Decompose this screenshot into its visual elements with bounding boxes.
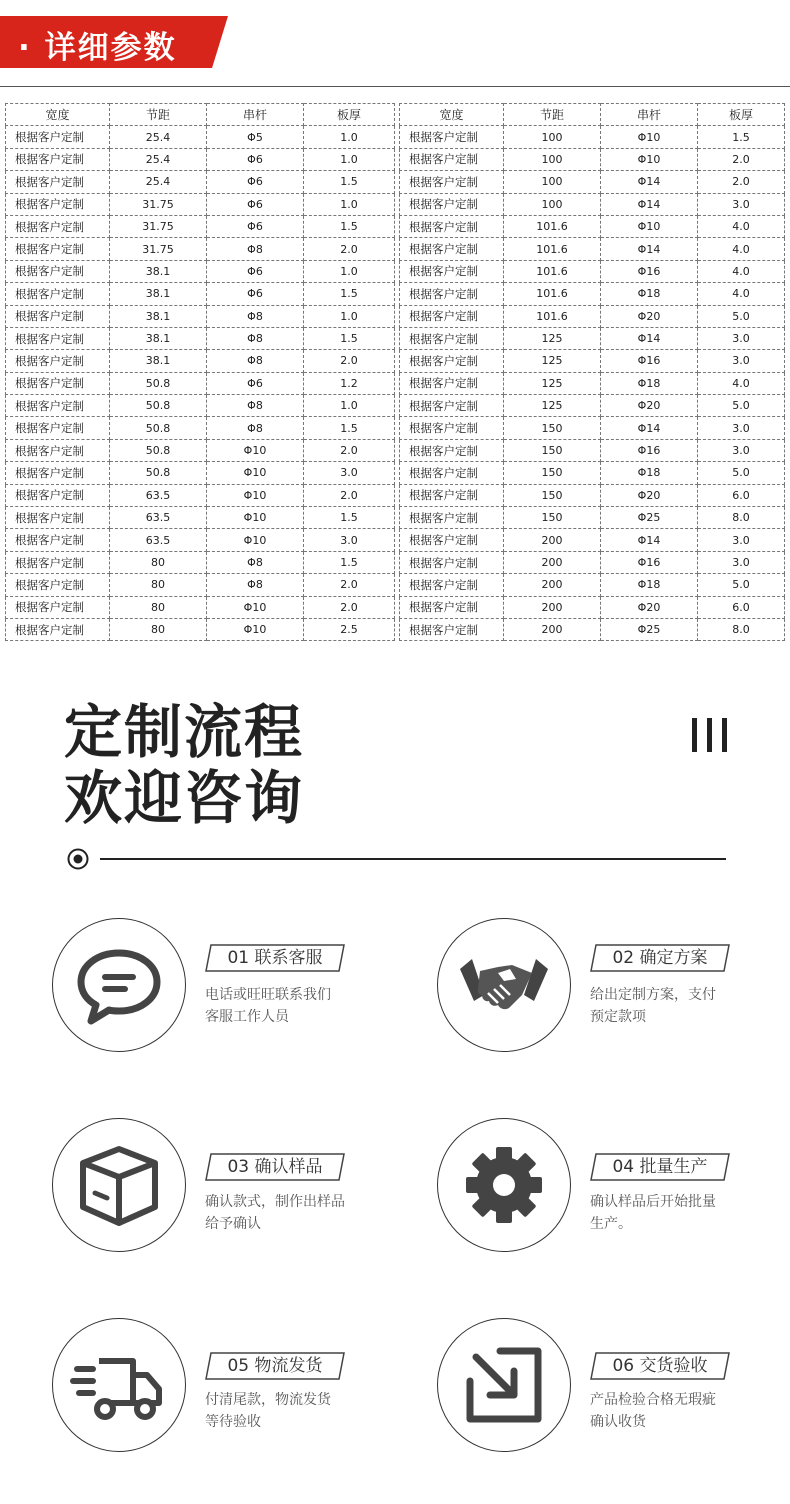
process-title-line2: 欢迎咨询 (64, 764, 305, 832)
cell-width: 根据客户定制 (400, 439, 504, 461)
cell-rod: Φ16 (601, 551, 698, 573)
cell-thickness: 3.0 (698, 439, 785, 461)
cell-pitch: 38.1 (110, 283, 207, 305)
cell-pitch: 125 (504, 327, 601, 349)
cell-thickness: 2.0 (698, 148, 785, 170)
cell-pitch: 63.5 (110, 529, 207, 551)
cell-width: 根据客户定制 (6, 417, 110, 439)
cell-width: 根据客户定制 (6, 507, 110, 529)
step-5-desc-line1: 付清尾款，物流发货 (205, 1392, 331, 1408)
table-row (6, 238, 395, 260)
step-6-label: 06 交货验收 (612, 1356, 708, 1376)
cell-pitch: 200 (504, 618, 601, 640)
cell-pitch: 25.4 (110, 126, 207, 148)
cell-width: 根据客户定制 (6, 238, 110, 260)
cell-pitch: 125 (504, 372, 601, 394)
step-4-label-box (590, 1153, 730, 1181)
table-row (400, 372, 785, 394)
table-row (6, 574, 395, 596)
cell-pitch: 38.1 (110, 350, 207, 372)
table-row (6, 126, 395, 148)
cell-rod: Φ20 (601, 395, 698, 417)
table-row (400, 618, 785, 640)
cell-rod: Φ18 (601, 462, 698, 484)
step-1-icon-circle (52, 918, 186, 1052)
cell-pitch: 50.8 (110, 439, 207, 461)
table-row (6, 596, 395, 618)
cell-width: 根据客户定制 (400, 574, 504, 596)
table-row (6, 283, 395, 305)
step-3-description (205, 1191, 375, 1235)
cell-thickness: 1.5 (304, 327, 395, 349)
cell-pitch: 80 (110, 551, 207, 573)
step-5-desc-line2: 等待验收 (205, 1414, 261, 1430)
gear-icon (454, 1135, 554, 1235)
cell-rod: Φ16 (601, 350, 698, 372)
cell-pitch: 125 (504, 350, 601, 372)
cell-width: 根据客户定制 (6, 551, 110, 573)
cell-rod: Φ20 (601, 305, 698, 327)
table-row (6, 260, 395, 282)
cell-rod: Φ20 (601, 596, 698, 618)
table-row (400, 305, 785, 327)
header-rod: 串杆 (207, 104, 304, 126)
cell-width: 根据客户定制 (6, 193, 110, 215)
table-header-row (6, 104, 395, 126)
cell-rod: Φ8 (207, 417, 304, 439)
cell-thickness: 4.0 (698, 215, 785, 237)
step-3-desc-line1: 确认款式，制作出样品 (205, 1194, 345, 1210)
cell-width: 根据客户定制 (400, 618, 504, 640)
step-6-desc-line2: 确认收货 (590, 1414, 646, 1430)
step-6-desc-line1: 产品检验合格无瑕疵 (590, 1392, 716, 1408)
header-pitch: 节距 (504, 104, 601, 126)
cell-thickness: 3.0 (698, 551, 785, 573)
cell-rod: Φ6 (207, 372, 304, 394)
cell-width: 根据客户定制 (6, 305, 110, 327)
table-row (400, 148, 785, 170)
cell-thickness: 5.0 (698, 395, 785, 417)
cell-thickness: 6.0 (698, 484, 785, 506)
cell-rod: Φ6 (207, 193, 304, 215)
cell-width: 根据客户定制 (6, 126, 110, 148)
cell-width: 根据客户定制 (6, 327, 110, 349)
step-4-desc-line2: 生产。 (590, 1216, 632, 1232)
cell-thickness: 2.0 (304, 238, 395, 260)
table-row (6, 507, 395, 529)
table-row (6, 551, 395, 573)
step-1-desc-line1: 电话或旺旺联系我们 (205, 987, 331, 1003)
cell-width: 根据客户定制 (400, 126, 504, 148)
table-row (400, 417, 785, 439)
cell-rod: Φ10 (601, 215, 698, 237)
step-2-desc-line1: 给出定制方案，支付 (590, 987, 716, 1003)
cell-width: 根据客户定制 (6, 260, 110, 282)
cell-width: 根据客户定制 (400, 462, 504, 484)
cell-width: 根据客户定制 (6, 283, 110, 305)
table-row (400, 395, 785, 417)
step-3-icon-circle (52, 1118, 186, 1252)
table-row (400, 260, 785, 282)
table-row (6, 484, 395, 506)
table-row (400, 551, 785, 573)
cell-width: 根据客户定制 (6, 148, 110, 170)
cell-pitch: 25.4 (110, 148, 207, 170)
cell-width: 根据客户定制 (400, 596, 504, 618)
table-row (400, 529, 785, 551)
header-pitch: 节距 (110, 104, 207, 126)
cell-pitch: 38.1 (110, 327, 207, 349)
cell-rod: Φ14 (601, 193, 698, 215)
cell-rod: Φ6 (207, 283, 304, 305)
cell-width: 根据客户定制 (400, 238, 504, 260)
cell-pitch: 63.5 (110, 507, 207, 529)
cell-pitch: 200 (504, 574, 601, 596)
cell-pitch: 150 (504, 484, 601, 506)
cell-rod: Φ8 (207, 327, 304, 349)
cell-width: 根据客户定制 (400, 171, 504, 193)
cell-pitch: 101.6 (504, 260, 601, 282)
cell-pitch: 100 (504, 171, 601, 193)
cell-rod: Φ14 (601, 529, 698, 551)
header-thickness: 板厚 (698, 104, 785, 126)
cell-thickness: 1.5 (304, 507, 395, 529)
cell-width: 根据客户定制 (6, 215, 110, 237)
cell-thickness: 2.5 (304, 618, 395, 640)
cell-width: 根据客户定制 (6, 618, 110, 640)
cell-pitch: 50.8 (110, 417, 207, 439)
step-1-description (205, 984, 375, 1028)
cell-pitch: 101.6 (504, 215, 601, 237)
cell-width: 根据客户定制 (400, 350, 504, 372)
cell-thickness: 4.0 (698, 238, 785, 260)
table-row (6, 350, 395, 372)
step-3-label: 03 确认样品 (227, 1157, 323, 1177)
step-4-description (590, 1191, 760, 1235)
cell-width: 根据客户定制 (400, 417, 504, 439)
table-row (6, 215, 395, 237)
cell-thickness: 6.0 (698, 596, 785, 618)
cell-thickness: 1.0 (304, 148, 395, 170)
cell-rod: Φ16 (601, 260, 698, 282)
cell-thickness: 3.0 (698, 193, 785, 215)
cell-rod: Φ5 (207, 126, 304, 148)
header-width: 宽度 (400, 104, 504, 126)
cell-width: 根据客户定制 (6, 529, 110, 551)
step-6-description (590, 1389, 760, 1433)
cell-pitch: 50.8 (110, 372, 207, 394)
table-row (400, 215, 785, 237)
cell-thickness: 1.0 (304, 126, 395, 148)
cell-rod: Φ6 (207, 215, 304, 237)
cell-thickness: 3.0 (698, 327, 785, 349)
table-row (6, 529, 395, 551)
cell-width: 根据客户定制 (6, 596, 110, 618)
table-row (400, 238, 785, 260)
step-3-label-box (205, 1153, 345, 1181)
step-5-label-box (205, 1352, 345, 1380)
cell-thickness: 2.0 (304, 484, 395, 506)
cell-thickness: 1.0 (304, 305, 395, 327)
cell-pitch: 100 (504, 193, 601, 215)
cell-thickness: 1.0 (304, 193, 395, 215)
cell-width: 根据客户定制 (400, 395, 504, 417)
cell-thickness: 3.0 (304, 529, 395, 551)
table-row (400, 126, 785, 148)
cell-thickness: 1.5 (304, 215, 395, 237)
step-2-icon-circle (437, 918, 571, 1052)
cell-width: 根据客户定制 (6, 484, 110, 506)
cell-pitch: 200 (504, 551, 601, 573)
params-table-right (399, 103, 785, 641)
cell-pitch: 101.6 (504, 305, 601, 327)
step-4-desc-line1: 确认样品后开始批量 (590, 1194, 716, 1210)
cell-pitch: 100 (504, 148, 601, 170)
cell-rod: Φ8 (207, 350, 304, 372)
cell-rod: Φ16 (601, 439, 698, 461)
table-row (6, 618, 395, 640)
cell-pitch: 101.6 (504, 238, 601, 260)
cell-pitch: 31.75 (110, 193, 207, 215)
cell-width: 根据客户定制 (6, 462, 110, 484)
target-circle-icon (67, 848, 89, 870)
step-6-label-box (590, 1352, 730, 1380)
step-1-desc-line2: 客服工作人员 (205, 1009, 289, 1025)
cell-thickness: 1.5 (304, 551, 395, 573)
step-2-description (590, 984, 760, 1028)
cell-thickness: 2.0 (304, 439, 395, 461)
cell-width: 根据客户定制 (6, 439, 110, 461)
menu-bars-icon (692, 718, 728, 752)
table-row (400, 193, 785, 215)
table-row (6, 372, 395, 394)
header-thickness: 板厚 (304, 104, 395, 126)
cell-width: 根据客户定制 (400, 372, 504, 394)
table-row (400, 574, 785, 596)
cell-thickness: 2.0 (304, 574, 395, 596)
cell-pitch: 38.1 (110, 305, 207, 327)
cell-thickness: 1.5 (304, 283, 395, 305)
cell-pitch: 31.75 (110, 215, 207, 237)
table-row (6, 148, 395, 170)
header-rod: 串杆 (601, 104, 698, 126)
cell-rod: Φ14 (601, 171, 698, 193)
cell-rod: Φ10 (207, 618, 304, 640)
step-2-label-box (590, 944, 730, 972)
cell-rod: Φ8 (207, 305, 304, 327)
cell-rod: Φ8 (207, 395, 304, 417)
cell-thickness: 4.0 (698, 260, 785, 282)
cell-pitch: 150 (504, 417, 601, 439)
table-row (6, 171, 395, 193)
cell-width: 根据客户定制 (400, 148, 504, 170)
cell-rod: Φ10 (207, 529, 304, 551)
cell-thickness: 2.0 (304, 350, 395, 372)
header-divider (0, 86, 790, 87)
chat-bubble-icon (69, 935, 169, 1035)
cell-width: 根据客户定制 (6, 171, 110, 193)
cell-pitch: 25.4 (110, 171, 207, 193)
table-row (400, 462, 785, 484)
table-row (6, 193, 395, 215)
cell-rod: Φ10 (207, 462, 304, 484)
table-row (400, 327, 785, 349)
box-icon (69, 1135, 169, 1235)
cell-width: 根据客户定制 (6, 395, 110, 417)
table-row (6, 327, 395, 349)
cell-width: 根据客户定制 (6, 350, 110, 372)
table-row (400, 439, 785, 461)
cell-thickness: 1.5 (304, 417, 395, 439)
step-5-label: 05 物流发货 (227, 1356, 323, 1376)
process-divider (100, 858, 726, 860)
cell-pitch: 80 (110, 596, 207, 618)
cell-pitch: 80 (110, 618, 207, 640)
params-table-left (5, 103, 395, 641)
cell-rod: Φ14 (601, 327, 698, 349)
cell-rod: Φ6 (207, 171, 304, 193)
cell-thickness: 1.2 (304, 372, 395, 394)
cell-pitch: 101.6 (504, 283, 601, 305)
cell-thickness: 5.0 (698, 462, 785, 484)
cell-thickness: 3.0 (698, 350, 785, 372)
cell-rod: Φ10 (207, 507, 304, 529)
cell-thickness: 8.0 (698, 618, 785, 640)
cell-pitch: 150 (504, 462, 601, 484)
cell-rod: Φ8 (207, 574, 304, 596)
cell-rod: Φ8 (207, 238, 304, 260)
cell-width: 根据客户定制 (400, 507, 504, 529)
cell-rod: Φ25 (601, 618, 698, 640)
step-4-icon-circle (437, 1118, 571, 1252)
cell-pitch: 63.5 (110, 484, 207, 506)
cell-width: 根据客户定制 (400, 193, 504, 215)
cell-pitch: 80 (110, 574, 207, 596)
cell-width: 根据客户定制 (400, 529, 504, 551)
table-row (6, 395, 395, 417)
cell-rod: Φ18 (601, 372, 698, 394)
table-row (6, 305, 395, 327)
delivery-truck-icon (69, 1335, 169, 1435)
header-width: 宽度 (6, 104, 110, 126)
cell-rod: Φ18 (601, 574, 698, 596)
cell-width: 根据客户定制 (400, 484, 504, 506)
table-row (400, 283, 785, 305)
cell-pitch: 200 (504, 529, 601, 551)
cell-width: 根据客户定制 (6, 372, 110, 394)
cell-rod: Φ18 (601, 283, 698, 305)
step-5-description (205, 1389, 375, 1433)
cell-rod: Φ8 (207, 551, 304, 573)
cell-pitch: 150 (504, 439, 601, 461)
cell-rod: Φ20 (601, 484, 698, 506)
cell-pitch: 31.75 (110, 238, 207, 260)
cell-thickness: 3.0 (304, 462, 395, 484)
handshake-icon (454, 935, 554, 1035)
process-title-line1: 定制流程 (64, 698, 305, 766)
cell-thickness: 1.0 (304, 395, 395, 417)
cell-pitch: 100 (504, 126, 601, 148)
cell-rod: Φ6 (207, 260, 304, 282)
table-row (6, 439, 395, 461)
cell-thickness: 5.0 (698, 305, 785, 327)
cell-rod: Φ10 (207, 484, 304, 506)
cell-thickness: 1.5 (304, 171, 395, 193)
cell-rod: Φ10 (601, 148, 698, 170)
step-6-icon-circle (437, 1318, 571, 1452)
step-1-label-box (205, 944, 345, 972)
cell-rod: Φ14 (601, 238, 698, 260)
table-row (400, 484, 785, 506)
cell-width: 根据客户定制 (400, 260, 504, 282)
cell-thickness: 8.0 (698, 507, 785, 529)
cell-pitch: 38.1 (110, 260, 207, 282)
cell-thickness: 4.0 (698, 283, 785, 305)
cell-thickness: 3.0 (698, 417, 785, 439)
table-row (400, 507, 785, 529)
cell-thickness: 5.0 (698, 574, 785, 596)
table-row (400, 171, 785, 193)
step-2-label: 02 确定方案 (612, 948, 708, 968)
step-4-label: 04 批量生产 (612, 1157, 708, 1177)
cell-rod: Φ6 (207, 148, 304, 170)
cell-thickness: 2.0 (698, 171, 785, 193)
step-5-icon-circle (52, 1318, 186, 1452)
table-row (400, 350, 785, 372)
cell-width: 根据客户定制 (400, 551, 504, 573)
check-in-box-icon (454, 1335, 554, 1435)
cell-pitch: 50.8 (110, 462, 207, 484)
cell-pitch: 50.8 (110, 395, 207, 417)
cell-thickness: 1.5 (698, 126, 785, 148)
cell-width: 根据客户定制 (400, 283, 504, 305)
section-title: · 详细参数 (18, 30, 177, 66)
cell-thickness: 2.0 (304, 596, 395, 618)
cell-rod: Φ25 (601, 507, 698, 529)
cell-width: 根据客户定制 (6, 574, 110, 596)
table-row (400, 596, 785, 618)
cell-thickness: 4.0 (698, 372, 785, 394)
step-3-desc-line2: 给予确认 (205, 1216, 261, 1232)
step-1-label: 01 联系客服 (227, 948, 323, 968)
cell-thickness: 1.0 (304, 260, 395, 282)
cell-width: 根据客户定制 (400, 215, 504, 237)
cell-thickness: 3.0 (698, 529, 785, 551)
table-row (6, 462, 395, 484)
cell-pitch: 150 (504, 507, 601, 529)
table-header-row (400, 104, 785, 126)
cell-rod: Φ10 (207, 596, 304, 618)
cell-rod: Φ10 (207, 439, 304, 461)
table-row (6, 417, 395, 439)
step-2-desc-line2: 预定款项 (590, 1009, 646, 1025)
cell-pitch: 200 (504, 596, 601, 618)
cell-pitch: 125 (504, 395, 601, 417)
cell-width: 根据客户定制 (400, 327, 504, 349)
cell-width: 根据客户定制 (400, 305, 504, 327)
cell-rod: Φ14 (601, 417, 698, 439)
cell-rod: Φ10 (601, 126, 698, 148)
